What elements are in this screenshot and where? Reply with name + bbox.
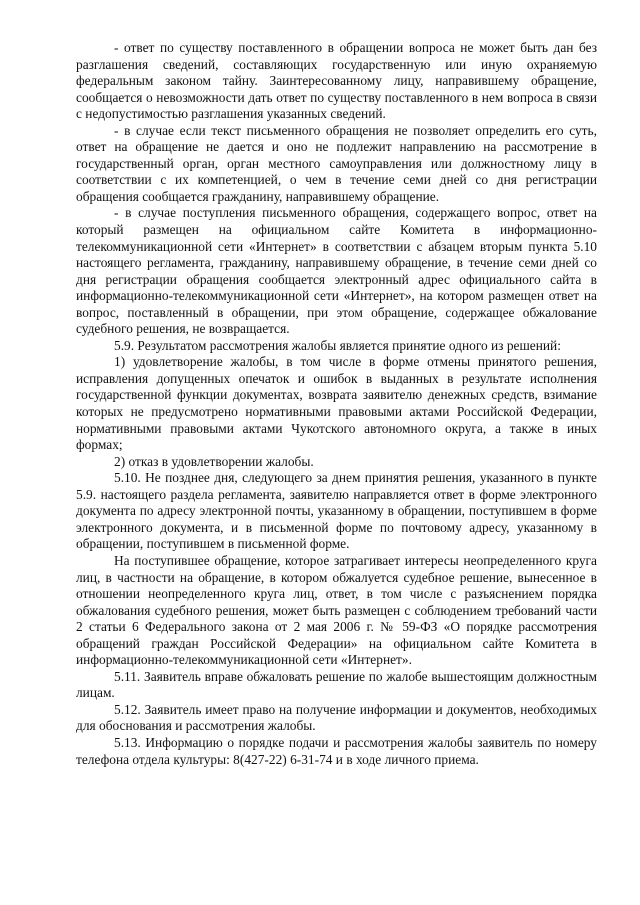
- paragraph-answer-published: - в случае поступления письменного обращения, содержащего вопрос, ответ на который размещен на официальном сайте Комитета в информационно-телекоммуникационной сети «Интернет» в соответствии с абзацем вторым пункта 5.10 настоящего регламента, гражданину, направившему обращение, в течение семи дней со дня регистрации обращения сообщается электронный адрес официального сайта в информационно-телекоммуникационной сети «Интернет», на котором размещен ответ на вопрос, поставленный в обращении, при этом обращение, содержащее обжалование судебного решения, не возвращается.: [76, 205, 597, 337]
- paragraph-answer-secret: - ответ по существу поставленного в обращении вопроса не может быть дан без разглашения сведений, составляющих государственную или иную охраняемую федеральным законом тайну. Заинтересованному лицу, направившему обращение, сообщается о невозможности дать ответ по существу поставленного в нем вопроса в связи с недопустимостью разглашения указанных сведений.: [76, 40, 597, 122]
- document-page: [76, 40, 597, 768]
- paragraph-5-9-option-1: 1) удовлетворение жалобы, в том числе в форме отмены принятого решения, исправления допущенных опечаток и ошибок в выданных в результате исполнения государственной функции документах, возврата заявителю денежных средств, взимание которых не предусмотрено нормативными правовыми актами Российской Федерации, нормативными правовыми актами Чукотского автономного округа, а также в иных формах;: [76, 354, 597, 453]
- paragraph-5-10-public-answer: На поступившее обращение, которое затрагивает интересы неопределенного круга лиц, в частности на обращение, в котором обжалуется судебное решение, вынесенное в отношении неопределенного круга лиц, ответ, в том числе с разъяснением порядка обжалования судебного решения, может быть размещен с соблюдением требований части 2 статьи 6 Федерального закона от 2 мая 2006 г. № 59-ФЗ «О порядке рассмотрения обращений граждан Российской Федерации» на официальном сайте Комитета в информационно-телекоммуникационной сети «Интернет».: [76, 552, 597, 668]
- paragraph-5-13: 5.13. Информацию о порядке подачи и рассмотрения жалобы заявитель по номеру телефона отдела культуры: 8(427-22) 6-31-74 и в ходе личного приема.: [76, 734, 597, 767]
- paragraph-5-12: 5.12. Заявитель имеет право на получение информации и документов, необходимых для обоснования и рассмотрения жалобы.: [76, 701, 597, 734]
- paragraph-5-10: 5.10. Не позднее дня, следующего за днем принятия решения, указанного в пункте 5.9. настоящего раздела регламента, заявителю направляется ответ в форме электронного документа по адресу электронной почты, указанному в обращении, поступившем в форме электронного документа, и в письменной форме по почтовому адресу, указанному в обращении, поступившем в письменной форме.: [76, 470, 597, 552]
- paragraph-5-11: 5.11. Заявитель вправе обжаловать решение по жалобе вышестоящим должностным лицам.: [76, 668, 597, 701]
- paragraph-5-9-option-2: 2) отказ в удовлетворении жалобы.: [114, 453, 314, 469]
- paragraph-text-unclear: - в случае если текст письменного обращения не позволяет определить его суть, ответ на обращение не дается и оно не подлежит направлению на рассмотрение в государственный орган, орган местного самоуправления или должностному лицу в соответствии с их компетенцией, о чем в течение семи дней со дня регистрации обращения сообщается гражданину, направившему обращение.: [76, 122, 597, 204]
- paragraph-5-9: 5.9. Результатом рассмотрения жалобы является принятие одного из решений:: [114, 337, 561, 353]
